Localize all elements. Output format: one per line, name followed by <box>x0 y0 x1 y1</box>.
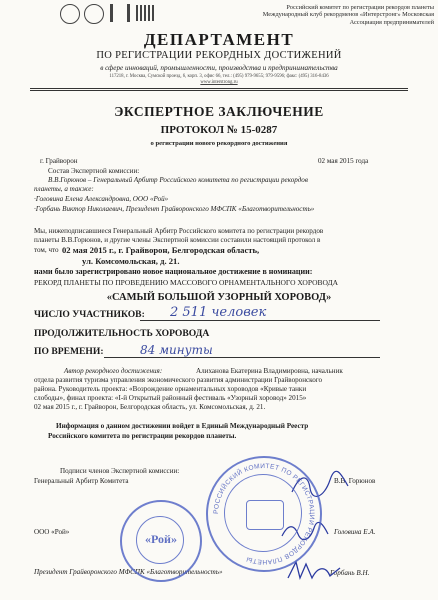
commission-member: ·Головина Елена Александровна, ООО «Рой» <box>34 195 169 203</box>
body-line: планеты В.В.Горюнов, и другие члены Экспертной комиссии составили настоящий протокол в <box>34 236 321 244</box>
nomination: РЕКОРД ПЛАНЕТЫ ПО ПРОВЕДЕНИЮ МАССОВОГО ОРНАМЕНТАЛЬНОГО ХОРОВОДА <box>34 278 339 287</box>
time-value: 84 минуты <box>140 343 213 357</box>
commission-heading: Состав Экспертной комиссии: <box>48 167 140 175</box>
participants-value: 2 511 человек <box>170 305 267 320</box>
sig-role: Президент Грайворонского МФСПК «Благотворительность» <box>34 568 223 576</box>
info-line: Российского комитета по регистрации рекордов планеты. <box>48 432 237 440</box>
logo-emblem-3 <box>110 4 130 22</box>
author-line: 02 мая 2015 г., г. Грайворон, Белгородская область, ул. Комсомольская, д. 21. <box>34 403 266 411</box>
info-line: Информация о данном достижении войдет в Единый Международный Реестр <box>56 422 309 430</box>
author-line: слободы», финал проекта: «I-й Открытый районный фестиваль «Узорный хоровод» 2015» <box>34 394 307 402</box>
protocol-subtitle: о регистрации нового рекордного достижения <box>150 140 288 147</box>
sig-role: Генеральный Арбитр Комитета <box>34 477 129 485</box>
logo-emblem-4 <box>136 5 156 21</box>
sig-name: Горбань В.Н. <box>330 569 370 577</box>
participants-underline <box>140 320 380 321</box>
record-name: «САМЫЙ БОЛЬШОЙ УЗОРНЫЙ ХОРОВОД» <box>106 292 332 303</box>
date: 02 мая 2015 года <box>318 157 369 165</box>
author-label: Автор рекордного достижения: <box>64 367 163 375</box>
event-address: ул. Комсомольская, д. 21. <box>82 256 180 266</box>
commission-member: ·Горбань Виктор Николаевич, Президент Грайворонского МФСПК «Благотворительность» <box>34 205 315 213</box>
committee-stamp <box>206 456 322 572</box>
dept-subtitle: ПО РЕГИСТРАЦИИ РЕКОРДНЫХ ДОСТИЖЕНИЙ <box>96 50 342 61</box>
dept-site: www.interstrong.ru <box>200 80 238 85</box>
header-line: Ассоциация предпринимателей <box>349 18 434 26</box>
roi-stamp-text: «Рой» <box>145 532 177 546</box>
city: г. Грайворон <box>40 157 78 165</box>
time-underline <box>104 357 380 358</box>
duration-label: ПРОДОЛЖИТЕЛЬНОСТЬ ХОРОВОДА <box>34 328 210 339</box>
protocol-number: ПРОТОКОЛ № 15-0287 <box>160 124 278 136</box>
committee-stamp-emblem <box>246 500 284 530</box>
signatures-heading: Подписи членов Экспертной комиссии: <box>60 467 180 475</box>
dept-title: ДЕПАРТАМЕНТ <box>143 30 295 49</box>
committee-stamp-text: РОССИЙСКИЙ КОМИТЕТ ПО РЕГИСТРАЦИИ РЕКОРДОВ ПЛАНЕТЫ <box>212 462 316 566</box>
body-line: Мы, нижеподписавшиеся Генеральный Арбитр Российского комитета по регистрации рекордов <box>34 227 324 235</box>
participants-label: ЧИСЛО УЧАСТНИКОВ: <box>34 309 145 320</box>
time-label: ПО ВРЕМЕНИ: <box>34 346 104 357</box>
dept-address: 117218, г. Москва, Сумской проезд, 6, корп. 3, офис 66, тел.: (495) 979-9655; 979-9596; факс: (495) 316-8436 <box>109 74 329 79</box>
roi-stamp <box>120 500 202 582</box>
author-line: отдела развития туризма управления экономического развития администрации Грайворонского <box>34 376 323 384</box>
sig-role: ООО «Рой» <box>34 528 70 536</box>
header-divider <box>30 88 408 89</box>
commission-line: В.В.Горюнов – Генеральный Арбитр Российского комитета по регистрации рекордов <box>48 176 308 184</box>
header-organizations <box>212 4 434 26</box>
logo-emblem-2 <box>84 4 104 24</box>
body-line: том, что <box>34 246 59 254</box>
logo-emblem-1 <box>60 4 80 24</box>
dept-scope: в сфере инноваций, промышленности, производства и предпринимательства <box>100 64 338 72</box>
sig-name: В.В. Горюнов <box>334 477 376 485</box>
header-divider <box>30 90 408 91</box>
event-date-place: 02 мая 2015 г., г. Грайворон, Белгородская область, <box>62 245 260 255</box>
header-line: Российский комитет по регистрации рекордов планеты <box>286 4 434 11</box>
author-name: Алиханова Екатерина Владимировна, начальник <box>196 367 343 375</box>
author-line: района. Руководитель проекта: «Возрождение орнаментальных хороводов «Кривые танки <box>34 385 307 393</box>
commission-line: планеты, а также: <box>34 185 94 193</box>
sig-name: Головина Е.А. <box>334 528 376 536</box>
doc-title: ЭКСПЕРТНОЕ ЗАКЛЮЧЕНИЕ <box>114 104 324 119</box>
header-line: Международный клуб рекордменов «Интерстронг» Московская <box>262 11 434 19</box>
body-line-bold: нами было зарегистрировано новое национальное достижение в номинации: <box>34 267 313 276</box>
